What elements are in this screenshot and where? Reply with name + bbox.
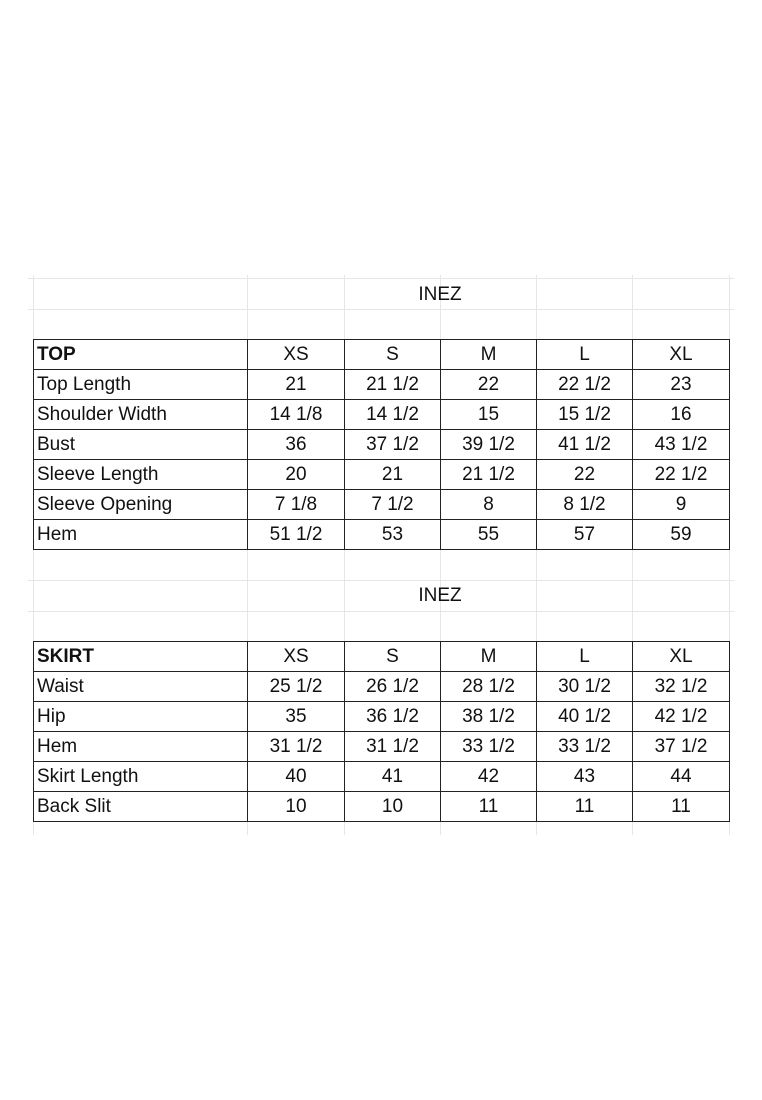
table-cell: 44 — [633, 762, 730, 792]
header-cell: S — [345, 340, 441, 370]
table-cell: 31 1/2 — [345, 732, 441, 762]
table-cell: 21 — [248, 370, 345, 400]
table-row — [34, 732, 730, 762]
table-cell: 55 — [441, 520, 537, 550]
table-cell: 51 1/2 — [248, 520, 345, 550]
table-row — [34, 370, 730, 400]
table-cell: 41 — [345, 762, 441, 792]
row-label: Hip — [34, 702, 248, 732]
table-cell: 43 — [537, 762, 633, 792]
table-cell: 21 1/2 — [441, 460, 537, 490]
table-cell: 36 1/2 — [345, 702, 441, 732]
table-cell: 8 — [441, 490, 537, 520]
table-cell: 15 1/2 — [537, 400, 633, 430]
top-section-title: INEZ — [418, 284, 462, 305]
table-cell: 37 1/2 — [345, 430, 441, 460]
row-label: Hem — [34, 732, 248, 762]
skirt-size-table — [33, 641, 730, 822]
table-cell: 7 1/2 — [345, 490, 441, 520]
table-cell: 59 — [633, 520, 730, 550]
header-cell: XS — [248, 340, 345, 370]
table-row — [34, 762, 730, 792]
header-cell: SKIRT — [34, 642, 248, 672]
table-cell: 42 1/2 — [633, 702, 730, 732]
table-cell: 11 — [441, 792, 537, 822]
header-cell: TOP — [34, 340, 248, 370]
table-cell: 42 — [441, 762, 537, 792]
row-label: Hem — [34, 520, 248, 550]
table-cell: 38 1/2 — [441, 702, 537, 732]
table-cell: 10 — [248, 792, 345, 822]
table-cell: 32 1/2 — [633, 672, 730, 702]
table-cell: 30 1/2 — [537, 672, 633, 702]
table-row — [34, 400, 730, 430]
table-cell: 31 1/2 — [248, 732, 345, 762]
table-cell: 33 1/2 — [537, 732, 633, 762]
row-label: Bust — [34, 430, 248, 460]
table-cell: 22 1/2 — [537, 370, 633, 400]
header-cell: XL — [633, 340, 730, 370]
skirt-section-title: INEZ — [418, 585, 462, 606]
table-cell: 25 1/2 — [248, 672, 345, 702]
table-cell: 37 1/2 — [633, 732, 730, 762]
table-cell: 11 — [537, 792, 633, 822]
table-cell: 36 — [248, 430, 345, 460]
header-cell: L — [537, 642, 633, 672]
table-cell: 22 — [537, 460, 633, 490]
header-cell: S — [345, 642, 441, 672]
table-cell: 8 1/2 — [537, 490, 633, 520]
table-cell: 43 1/2 — [633, 430, 730, 460]
table-cell: 28 1/2 — [441, 672, 537, 702]
row-label: Sleeve Length — [34, 460, 248, 490]
table-cell: 40 — [248, 762, 345, 792]
table-cell: 33 1/2 — [441, 732, 537, 762]
table-row — [34, 490, 730, 520]
row-label: Sleeve Opening — [34, 490, 248, 520]
table-cell: 10 — [345, 792, 441, 822]
row-label: Waist — [34, 672, 248, 702]
table-cell: 20 — [248, 460, 345, 490]
header-cell: L — [537, 340, 633, 370]
header-cell: XL — [633, 642, 730, 672]
table-row — [34, 460, 730, 490]
table-cell: 21 — [345, 460, 441, 490]
table-cell: 7 1/8 — [248, 490, 345, 520]
table-cell: 16 — [633, 400, 730, 430]
header-cell: M — [441, 642, 537, 672]
table-cell: 41 1/2 — [537, 430, 633, 460]
top-size-table — [33, 339, 730, 550]
table-cell: 9 — [633, 490, 730, 520]
table-cell: 15 — [441, 400, 537, 430]
table-cell: 57 — [537, 520, 633, 550]
header-cell: XS — [248, 642, 345, 672]
table-row — [34, 430, 730, 460]
row-label: Skirt Length — [34, 762, 248, 792]
table-cell: 14 1/8 — [248, 400, 345, 430]
table-cell: 40 1/2 — [537, 702, 633, 732]
row-label: Shoulder Width — [34, 400, 248, 430]
table-cell: 53 — [345, 520, 441, 550]
table-row — [34, 520, 730, 550]
table-cell: 11 — [633, 792, 730, 822]
table-cell: 26 1/2 — [345, 672, 441, 702]
table-header-row — [34, 642, 730, 672]
table-cell: 21 1/2 — [345, 370, 441, 400]
table-row — [34, 792, 730, 822]
row-label: Top Length — [34, 370, 248, 400]
table-cell: 22 — [441, 370, 537, 400]
table-row — [34, 672, 730, 702]
table-cell: 35 — [248, 702, 345, 732]
row-label: Back Slit — [34, 792, 248, 822]
table-cell: 14 1/2 — [345, 400, 441, 430]
table-cell: 22 1/2 — [633, 460, 730, 490]
header-cell: M — [441, 340, 537, 370]
table-cell: 39 1/2 — [441, 430, 537, 460]
table-cell: 23 — [633, 370, 730, 400]
table-row — [34, 702, 730, 732]
table-header-row — [34, 340, 730, 370]
